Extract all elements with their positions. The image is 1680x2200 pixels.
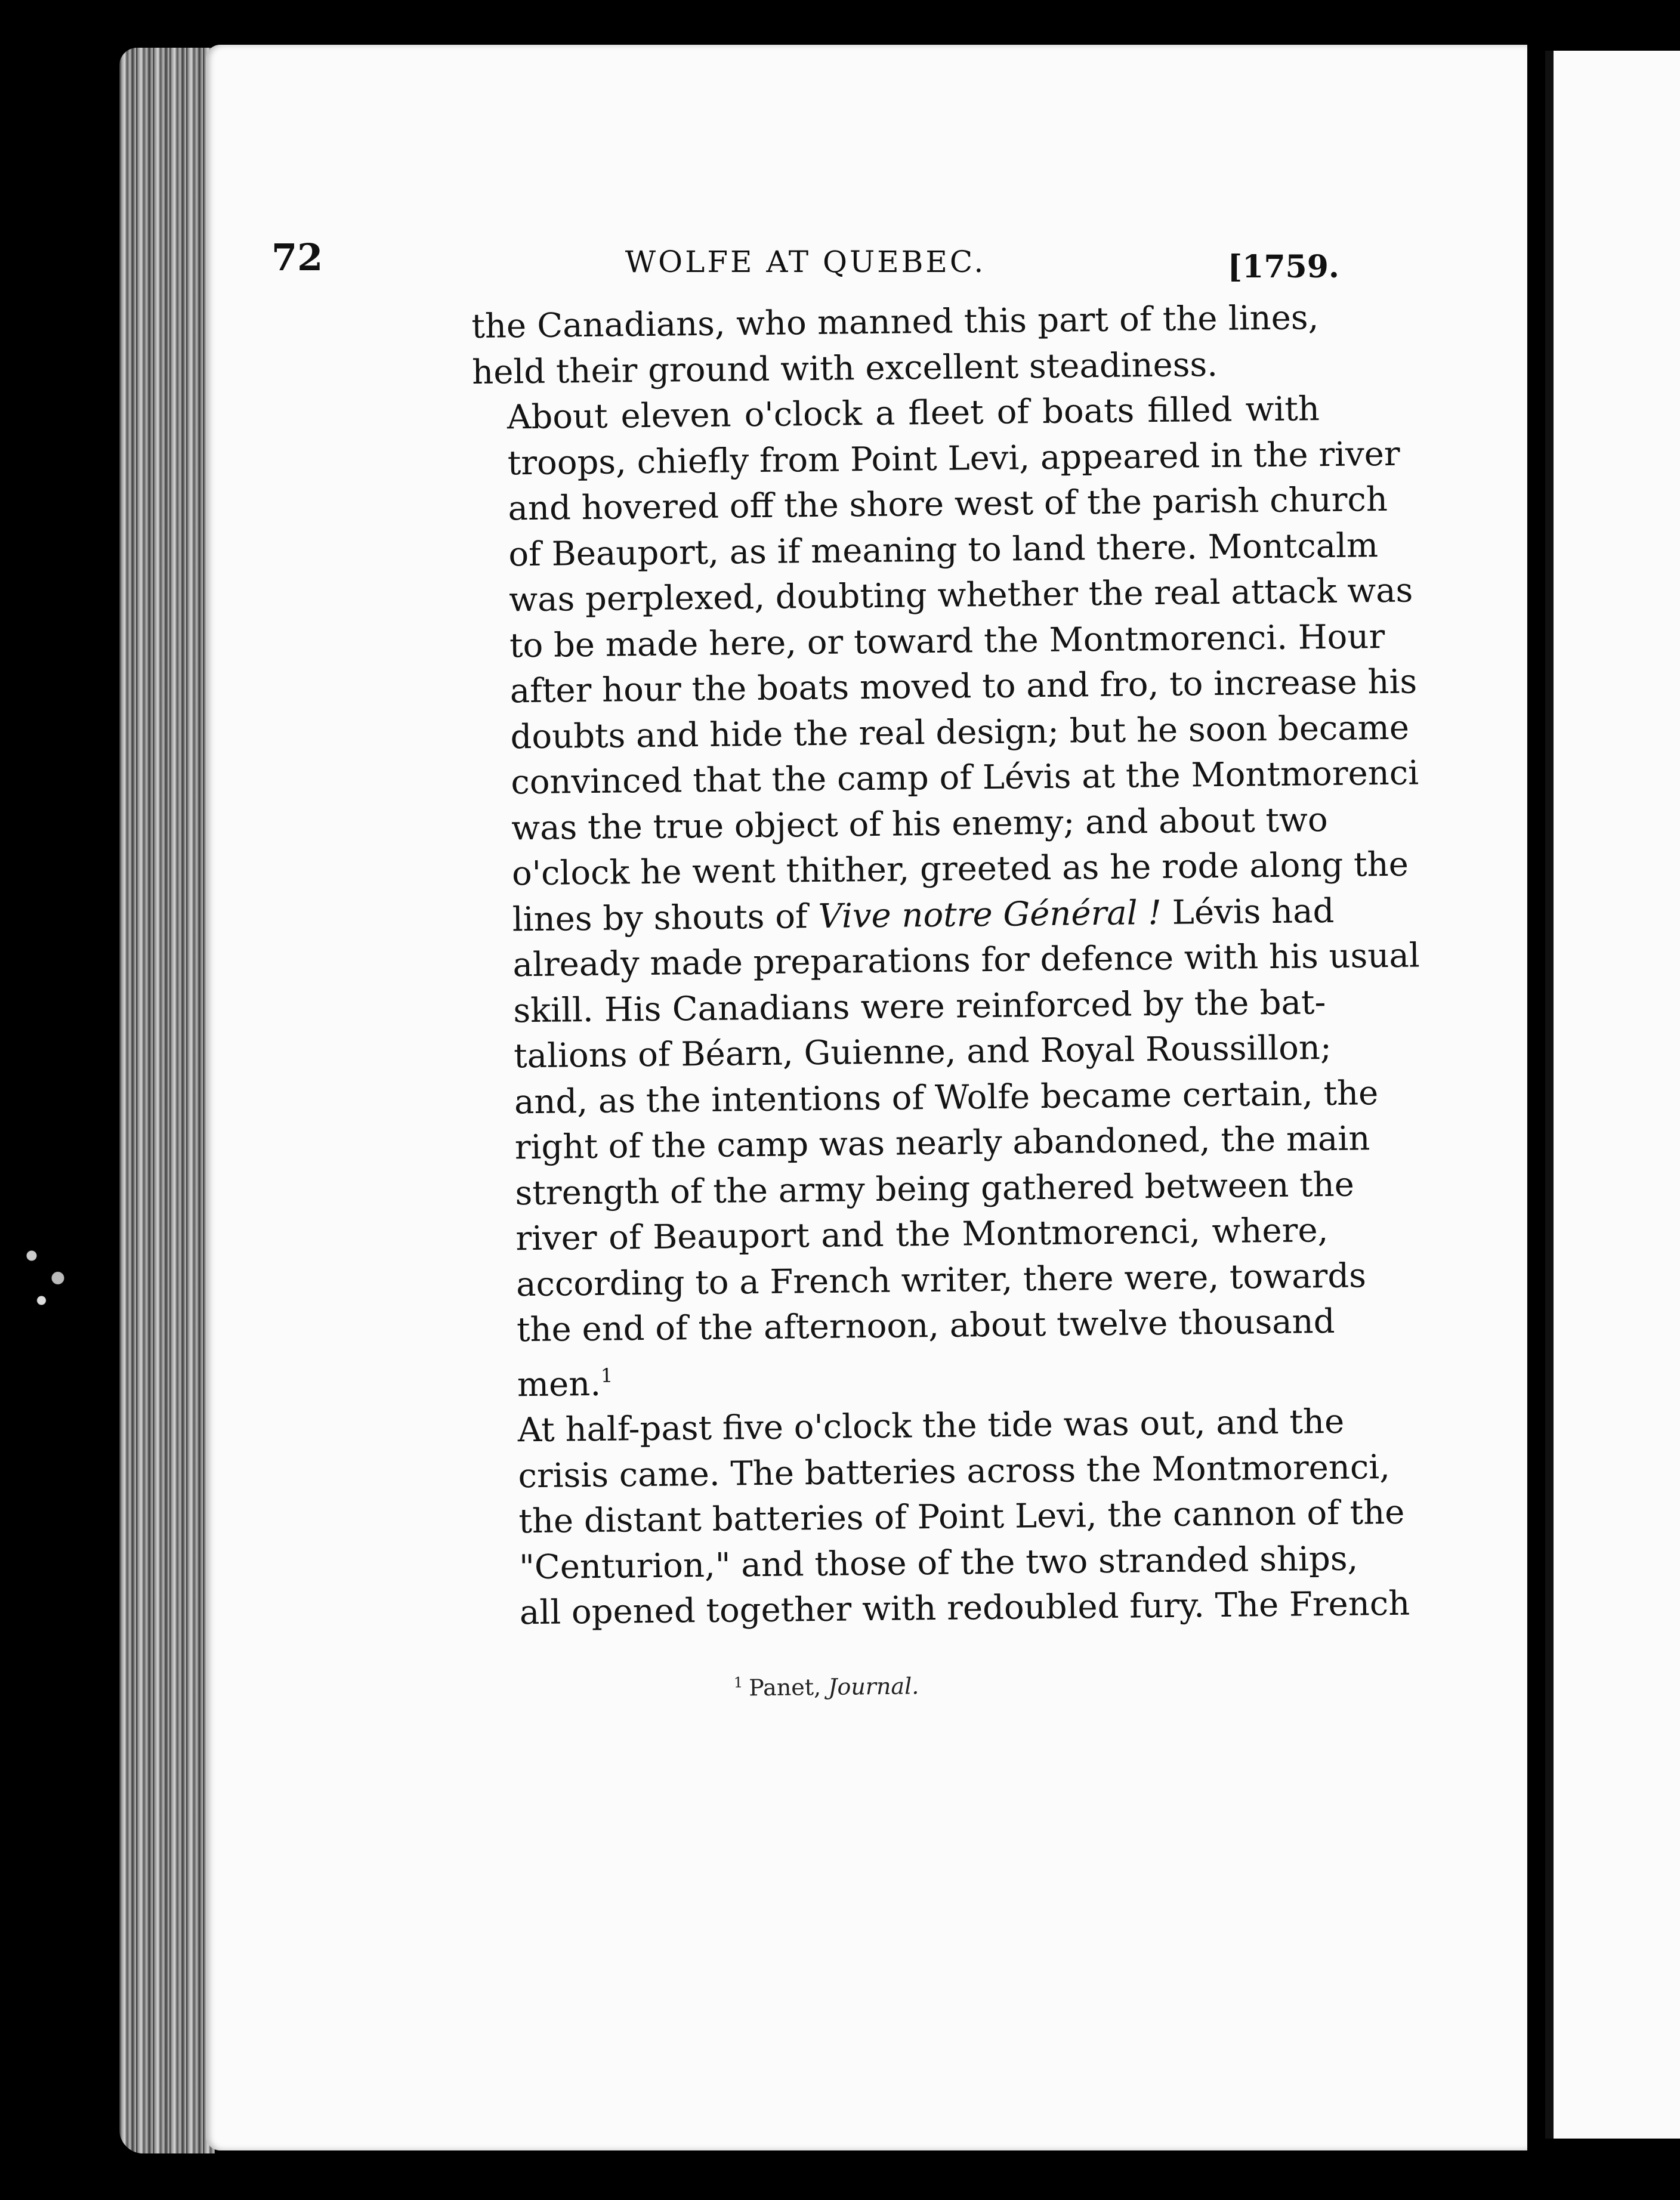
text-line: of Beauport, as if meaning to land there. Montcalm [508, 526, 1379, 574]
text-line: all opened together with redoubled fury. The French [519, 1584, 1410, 1633]
text-line: river of Beauport and the Montmorenci, where, [515, 1211, 1329, 1259]
paragraph [471, 295, 1320, 395]
text-line: to be made here, or toward the Montmorenci. Hour [509, 617, 1385, 665]
text-line: At half-past five o'clock the tide was out, and the [517, 1402, 1345, 1450]
footnote-author: Panet, [749, 1674, 822, 1701]
head-year: [1759. [1227, 249, 1339, 285]
text-line: About eleven o'clock a fleet of boats filled with [507, 390, 1320, 437]
page-number: 72 [271, 236, 323, 279]
text-line: troops, chiefly from Point Levi, appeared in the river [507, 434, 1400, 483]
text-line: held their ground with excellent steadiness. [471, 345, 1218, 392]
paragraph [483, 1399, 1410, 1636]
body-text [471, 295, 1420, 1636]
text-line: men.$^1$ [517, 1364, 613, 1404]
text-line: lines by shouts of Vive notre Général ! Lévis had [512, 891, 1335, 939]
text-line: after hour the boats moved to and fro, to increase his [509, 662, 1418, 711]
text-line: right of the camp was nearly abandoned, the main [514, 1119, 1370, 1167]
text-line: and hovered off the shore west of the parish church [508, 480, 1388, 529]
footnote-marker: 1 [733, 1674, 743, 1691]
text-line: skill. His Canadians were reinforced by the bat- [513, 982, 1326, 1030]
facing-page-strip [1545, 51, 1680, 2139]
footnote-work: Journal. [827, 1673, 919, 1700]
text-line: was perplexed, doubting whether the real attack was [508, 571, 1413, 620]
text-line: convinced that the camp of Lévis at the Montmorenci [511, 753, 1419, 802]
text-line: crisis came. The batteries across the Montmorenci, [518, 1447, 1391, 1495]
page-edge [119, 48, 215, 2153]
paragraph [472, 387, 1420, 1408]
chapter-title: WOLFE AT QUEBEC. [625, 245, 986, 279]
text-line: o'clock he went thither, greeted as he rode along the [511, 845, 1409, 894]
footnote [734, 1672, 919, 1701]
text-line: was the true object of his enemy; and about two [511, 800, 1328, 848]
running-head [271, 200, 1339, 285]
text-line: strength of the army being gathered between the [515, 1165, 1355, 1213]
text-line: the distant batteries of Point Levi, the cannon of the [518, 1493, 1405, 1541]
text-line: the end of the afternoon, about twelve thousand [516, 1302, 1335, 1350]
text-line: according to a French writer, there were, towards [515, 1256, 1367, 1304]
text-line: and, as the intentions of Wolfe became certain, the [514, 1073, 1379, 1121]
scan-specks [12, 1229, 78, 1318]
text-line: "Centurion," and those of the two stranded ships, [518, 1539, 1358, 1587]
text-line: doubts and hide the real design; but he soon became [510, 708, 1410, 756]
text-line: the Canadians, who manned this part of the lines, [471, 298, 1319, 346]
text-line: talions of Béarn, Guienne, and Royal Roussillon; [513, 1028, 1332, 1076]
text-line: already made preparations for defence with his usual [512, 936, 1420, 985]
